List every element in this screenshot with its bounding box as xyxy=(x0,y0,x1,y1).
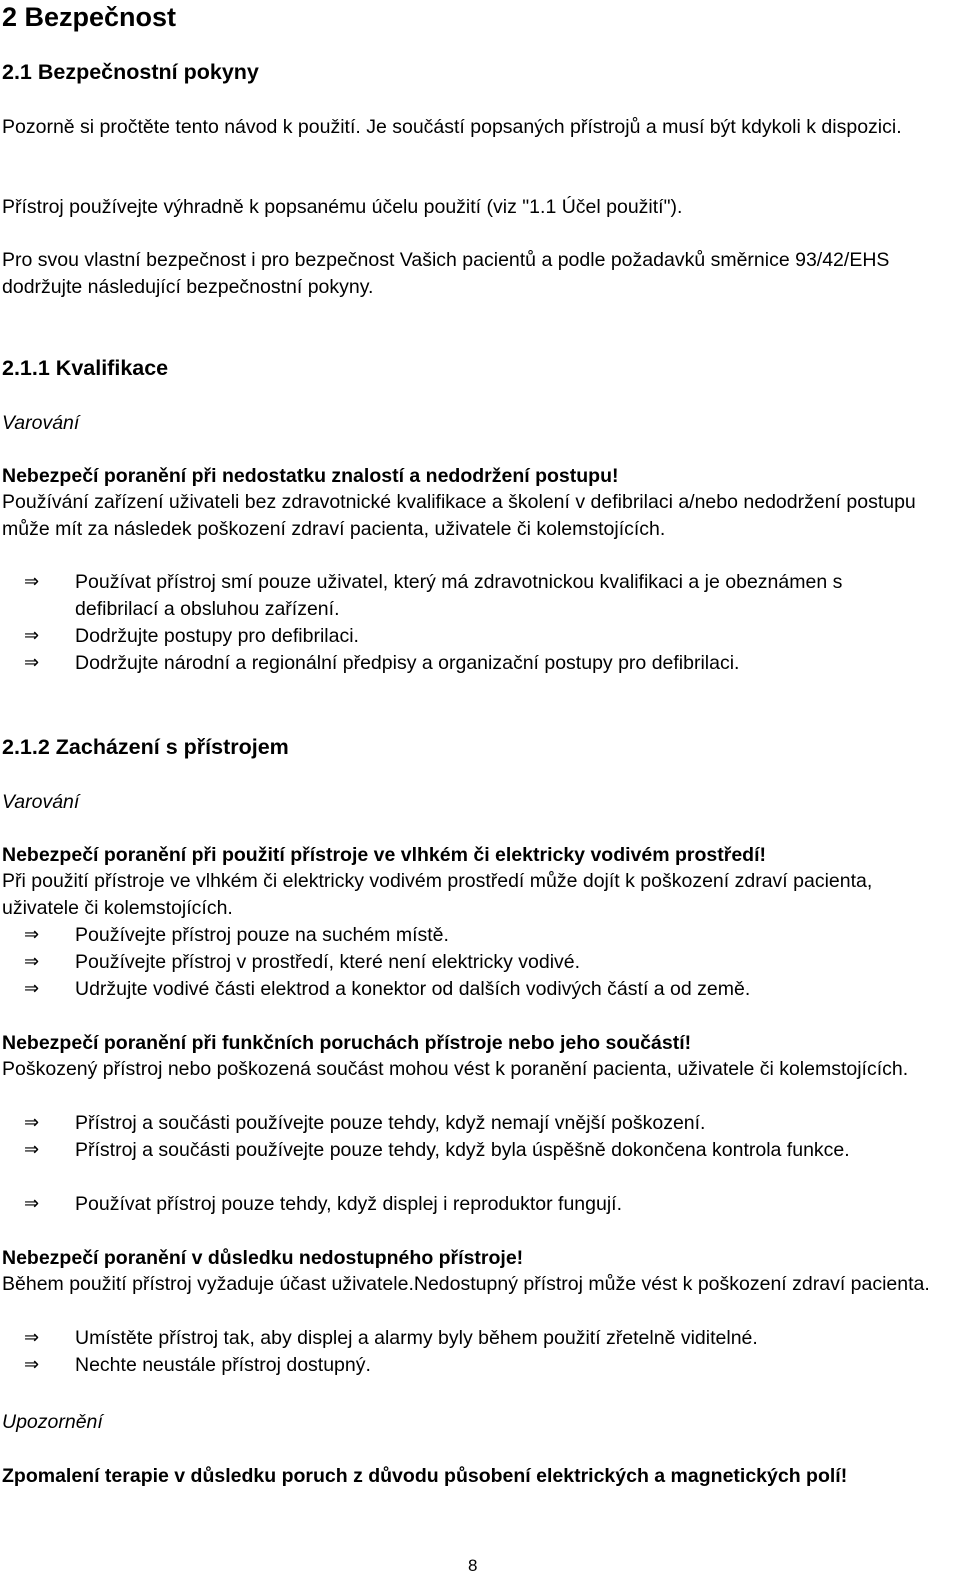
hazard-heading: Nebezpečí poranění při použití přístroje ve vlhkém či elektricky vodivém prostředí! xyxy=(2,844,766,866)
chapter-title: 2 Bezpečnost xyxy=(2,2,177,32)
list-item xyxy=(24,922,924,949)
hazard-heading: Nebezpečí poranění v důsledku nedostupného přístroje! xyxy=(2,1247,524,1269)
list-item-text: Používat přístroj smí pouze uživatel, který má zdravotnickou kvalifikaci a je obeznámen s defibrilací a obsluhou zařízení. xyxy=(75,571,843,620)
arrow-icon: ⇒ xyxy=(24,652,40,673)
list-item xyxy=(24,569,924,622)
list-item-text: Používat přístroj pouze tehdy, když displej i reproduktor fungují. xyxy=(75,1193,623,1215)
list-item-text: Umístěte přístroj tak, aby displej a alarmy byly během použití zřetelně viditelné. xyxy=(75,1327,758,1349)
arrow-icon: ⇒ xyxy=(24,978,40,999)
list-item-text: Nechte neustále přístroj dostupný. xyxy=(75,1354,371,1376)
hazard-description: Používání zařízení uživateli bez zdravotnické kvalifikace a školení v defibrilaci a/nebo nedodržení postupu může mít za následek poškození zdraví pacienta, uživatele či kolemstojících. xyxy=(2,491,916,540)
notice-label: Upozornění xyxy=(2,1411,103,1433)
list-item xyxy=(24,623,924,650)
intro-paragraph: Pozorně si pročtěte tento návod k použití. Je součástí popsaných přístrojů a musí být kdykoli k dispozici. xyxy=(2,116,902,138)
arrow-icon: ⇒ xyxy=(24,1193,40,1214)
intro-paragraph: Pro svou vlastní bezpečnost i pro bezpečnost Vašich pacientů a podle požadavků směrnice 93/42/EHS dodržujte následující bezpečnostní pokyny. xyxy=(2,249,890,298)
arrow-icon: ⇒ xyxy=(24,951,40,972)
list-item xyxy=(24,976,924,1003)
arrow-icon: ⇒ xyxy=(24,1112,40,1133)
section-title: 2.1 Bezpečnostní pokyny xyxy=(2,60,259,84)
hazard-heading: Zpomalení terapie v důsledku poruch z důvodu působení elektrických a magnetických polí! xyxy=(2,1465,848,1487)
list-item-text: Udržujte vodivé části elektrod a konektor od dalších vodivých částí a od země. xyxy=(75,978,751,1000)
hazard-description: Během použití přístroj vyžaduje účast uživatele.Nedostupný přístroj může vést k poškození zdraví pacienta. xyxy=(2,1273,930,1295)
hazard-heading: Nebezpečí poranění při funkčních poruchách přístroje nebo jeho součástí! xyxy=(2,1032,692,1054)
list-item-text: Dodržujte postupy pro defibrilaci. xyxy=(75,625,359,647)
list-item xyxy=(24,949,924,976)
list-item xyxy=(24,1325,924,1352)
arrow-icon: ⇒ xyxy=(24,571,40,592)
arrow-icon: ⇒ xyxy=(24,1139,40,1160)
list-item-text: Používejte přístroj v prostředí, které není elektricky vodivé. xyxy=(75,951,581,973)
warning-label: Varování xyxy=(2,791,80,813)
list-item-text: Používejte přístroj pouze na suchém místě. xyxy=(75,924,449,946)
list-item-text: Přístroj a součásti používejte pouze tehdy, když nemají vnější poškození. xyxy=(75,1112,706,1134)
arrow-icon: ⇒ xyxy=(24,625,40,646)
hazard-heading: Nebezpečí poranění při nedostatku znalostí a nedodržení postupu! xyxy=(2,465,619,487)
hazard-description: Při použití přístroje ve vlhkém či elektricky vodivém prostředí může dojít k poškození zdraví pacienta, uživatele či kolemstojících. xyxy=(2,870,873,919)
list-item xyxy=(24,1352,924,1379)
list-item-text: Přístroj a součásti používejte pouze tehdy, když byla úspěšně dokončena kontrola funkce. xyxy=(75,1139,850,1161)
page-number: 8 xyxy=(468,1556,478,1575)
list-item xyxy=(24,1191,924,1218)
subsection-title: 2.1.1 Kvalifikace xyxy=(2,356,169,380)
list-item-text: Dodržujte národní a regionální předpisy a organizační postupy pro defibrilaci. xyxy=(75,652,740,674)
arrow-icon: ⇒ xyxy=(24,1354,40,1375)
arrow-icon: ⇒ xyxy=(24,924,40,945)
list-item xyxy=(24,1110,924,1137)
subsection-title: 2.1.2 Zacházení s přístrojem xyxy=(2,735,289,759)
list-item xyxy=(24,1137,924,1164)
list-item xyxy=(24,650,924,677)
warning-label: Varování xyxy=(2,412,80,434)
hazard-description: Poškozený přístroj nebo poškozená součást mohou vést k poranění pacienta, uživatele či kolemstojících. xyxy=(2,1058,909,1080)
intro-paragraph: Přístroj používejte výhradně k popsanému účelu použití (viz "1.1 Účel použití"). xyxy=(2,196,683,218)
arrow-icon: ⇒ xyxy=(24,1327,40,1348)
